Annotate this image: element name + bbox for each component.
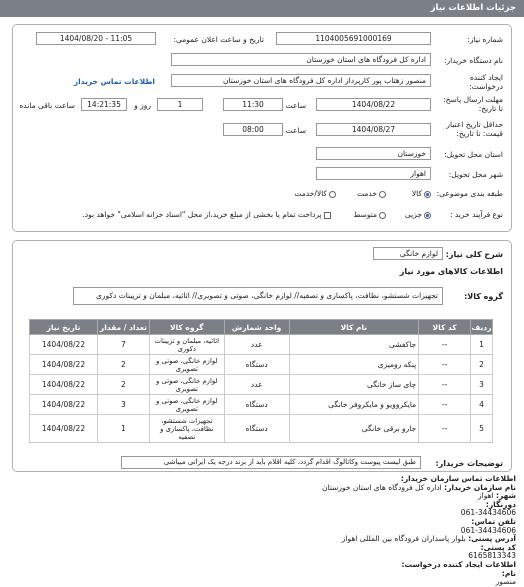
validity-date-field: 1404/08/27 bbox=[316, 123, 431, 136]
item-unit: دستگاه bbox=[224, 415, 289, 443]
item-name: مایکروویو و مایکروفر خانگی bbox=[289, 395, 419, 415]
radio-icon bbox=[424, 212, 431, 219]
goods-table-wrapper bbox=[29, 319, 493, 443]
table-row bbox=[30, 335, 493, 355]
buyer-label: نام دستگاه خریدار: bbox=[443, 56, 503, 65]
table-row bbox=[30, 355, 493, 375]
item-code: -- bbox=[419, 395, 471, 415]
radio-icon bbox=[379, 212, 386, 219]
city-field: اهواز bbox=[316, 167, 431, 180]
col-group: گروه کالا bbox=[149, 320, 224, 335]
row-number: 3 bbox=[471, 375, 493, 395]
deadline-time-field: 11:30 bbox=[223, 98, 283, 111]
phone-value: 061-34434606 bbox=[460, 525, 516, 535]
table-row bbox=[30, 395, 493, 415]
radio-icon bbox=[424, 191, 431, 198]
category-option-service[interactable]: خدمت bbox=[357, 189, 386, 198]
item-qty: 1 bbox=[97, 415, 149, 443]
row-number: 1 bbox=[471, 335, 493, 355]
creator-first-value: منصور bbox=[495, 577, 516, 587]
buyer-contact-link[interactable]: اطلاعات تماس خریدار bbox=[73, 77, 155, 86]
item-group: اثاثیه، مبلمان و تزیینات دکوری bbox=[149, 335, 224, 355]
checkbox-icon bbox=[324, 212, 331, 219]
category-label: طبقه بندی موضوعی: bbox=[436, 189, 503, 198]
goods-table-header bbox=[30, 320, 493, 335]
days-label: روز و bbox=[134, 101, 151, 110]
validity-time-field: 08:00 bbox=[223, 123, 283, 136]
item-date: 1404/08/22 bbox=[30, 335, 98, 355]
item-name: جارو برقی خانگی bbox=[289, 415, 419, 443]
need-number-label: شماره نیاز: bbox=[467, 35, 503, 44]
treasury-payment-option[interactable]: پرداخت تمام یا بخشی از مبلغ خرید،از محل "اسناد خزانه اسلامی" خواهد بود. bbox=[82, 210, 331, 219]
address-value: بلوار پاسداران فرودگاه بین المللی اهواز bbox=[341, 534, 466, 544]
phone-label: تلفن تماس: bbox=[471, 516, 516, 526]
item-group: لوازم خانگی، صوتی و تصویری bbox=[149, 395, 224, 415]
col-name: نام کالا bbox=[289, 320, 419, 335]
org-label: نام سازمان خریدار: bbox=[444, 482, 516, 492]
goods-section-title: اطلاعات کالاهای مورد نیاز bbox=[399, 267, 503, 276]
goods-panel bbox=[12, 240, 512, 472]
item-code: -- bbox=[419, 415, 471, 443]
row-number: 5 bbox=[471, 415, 493, 443]
item-qty: 2 bbox=[97, 355, 149, 375]
row-number: 4 bbox=[471, 395, 493, 415]
remaining-label: ساعت باقی مانده bbox=[19, 101, 75, 110]
org-value: اداره کل فرودگاه های استان خوزستان bbox=[322, 482, 442, 492]
city-label: شهر محل تحویل: bbox=[448, 170, 503, 179]
category-option-both[interactable]: کالا/خدمت bbox=[294, 189, 336, 198]
deadline-date-field: 1404/08/22 bbox=[316, 98, 431, 111]
item-code: -- bbox=[419, 355, 471, 375]
need-info-panel bbox=[12, 24, 512, 232]
col-unit: واحد شمارش bbox=[224, 320, 289, 335]
item-qty: 3 bbox=[97, 395, 149, 415]
item-group: تجهیزات شستشو، نظافت، پاکسازی و تصفیه bbox=[149, 415, 224, 443]
province-label: استان محل تحویل: bbox=[444, 150, 503, 159]
deadline-label: مهلت ارسال پاسخ: تا تاریخ: bbox=[443, 95, 503, 113]
col-date: تاریخ نیاز bbox=[30, 320, 98, 335]
validity-hour-label: ساعت bbox=[285, 126, 306, 135]
item-qty: 7 bbox=[97, 335, 149, 355]
announce-field: 1404/08/20 - 11:05 bbox=[36, 32, 156, 45]
province-field: خوزستان bbox=[316, 147, 431, 160]
buyer-field: اداره کل فرودگاه های استان خوزستان bbox=[171, 53, 431, 66]
item-group: لوازم خانگی، صوتی و تصویری bbox=[149, 375, 224, 395]
days-field: 1 bbox=[157, 98, 203, 111]
fax-value: 061-34434606 bbox=[460, 508, 516, 518]
table-row bbox=[30, 415, 493, 443]
creator-field: منصور زهتاب پور کارپرداز اداره کل فرودگاه های استان خوزستان bbox=[171, 74, 431, 87]
validity-label: حداقل تاریخ اعتبار قیمت: تا تاریخ: bbox=[446, 120, 503, 138]
creator-first-label: نام: bbox=[501, 568, 516, 578]
contact-city-value: اهواز bbox=[477, 491, 494, 501]
address-label: آدرس پستی: bbox=[468, 534, 516, 544]
process-label: نوع فرآیند خرید : bbox=[449, 210, 503, 219]
summary-label: شرح کلی نیاز: bbox=[445, 250, 503, 259]
item-code: -- bbox=[419, 335, 471, 355]
contact-section bbox=[8, 475, 516, 587]
postal-value: 6165813343 bbox=[468, 551, 516, 561]
goods-group-field: تجهیزات شستشو، نظافت، پاکسازی و تصفیه// لوازم خانگی، صوتی و تصویری// اثاثیه، مبلمان و تزیینات دکوری bbox=[73, 287, 443, 305]
page-header bbox=[0, 0, 524, 17]
summary-field: لوازم خانگی bbox=[373, 247, 443, 260]
item-date: 1404/08/22 bbox=[30, 395, 98, 415]
deadline-hour-label: ساعت bbox=[285, 101, 306, 110]
row-number: 2 bbox=[471, 355, 493, 375]
process-option-minor[interactable]: جزیی bbox=[405, 210, 431, 219]
item-name: جاکفشی bbox=[289, 335, 419, 355]
col-code: کد کالا bbox=[419, 320, 471, 335]
contact-title: اطلاعات تماس سازمان خریدار: bbox=[400, 474, 516, 483]
category-option-goods[interactable]: کالا bbox=[412, 189, 431, 198]
contact-city-label: شهر: bbox=[496, 491, 516, 501]
item-unit: دستگاه bbox=[224, 395, 289, 415]
page-title: جزئیات اطلاعات نیاز bbox=[430, 3, 516, 13]
postal-label: کد پستی: bbox=[480, 542, 516, 552]
need-number-field: 1104005691000169 bbox=[276, 32, 431, 45]
buyer-notes-label: توضیحات خریدار: bbox=[435, 459, 503, 468]
goods-group-label: گروه کالا: bbox=[464, 292, 503, 301]
col-qty: تعداد / مقدار bbox=[97, 320, 149, 335]
item-name: پنکه رومیزی bbox=[289, 355, 419, 375]
item-code: -- bbox=[419, 375, 471, 395]
item-date: 1404/08/22 bbox=[30, 355, 98, 375]
remaining-time-field: 14:21:35 bbox=[81, 98, 127, 111]
announce-label: تاریخ و ساعت اعلان عمومی: bbox=[173, 35, 264, 44]
col-row: ردیف bbox=[471, 320, 493, 335]
item-date: 1404/08/22 bbox=[30, 375, 98, 395]
fax-label: دورنگار: bbox=[485, 499, 516, 509]
item-unit: دستگاه bbox=[224, 355, 289, 375]
radio-icon bbox=[329, 191, 336, 198]
radio-icon bbox=[379, 191, 386, 198]
process-option-medium[interactable]: متوسط bbox=[353, 210, 386, 219]
creator-info-title: اطلاعات ایجاد کننده درخواست: bbox=[401, 559, 516, 569]
item-unit: عدد bbox=[224, 335, 289, 355]
item-qty: 2 bbox=[97, 375, 149, 395]
item-unit: عدد bbox=[224, 375, 289, 395]
buyer-notes-field: طبق لیست پیوست وکاتالوگ اقدام گردد، کلیه اقلام باید از برند درجه یک ایرانی میباشی bbox=[121, 456, 421, 469]
item-name: چای ساز خانگی bbox=[289, 375, 419, 395]
table-row bbox=[30, 375, 493, 395]
item-date: 1404/08/22 bbox=[30, 415, 98, 443]
item-group: لوازم خانگی، صوتی و تصویری bbox=[149, 355, 224, 375]
goods-table bbox=[29, 319, 493, 443]
creator-label: ایجاد کننده درخواست: bbox=[469, 73, 503, 91]
